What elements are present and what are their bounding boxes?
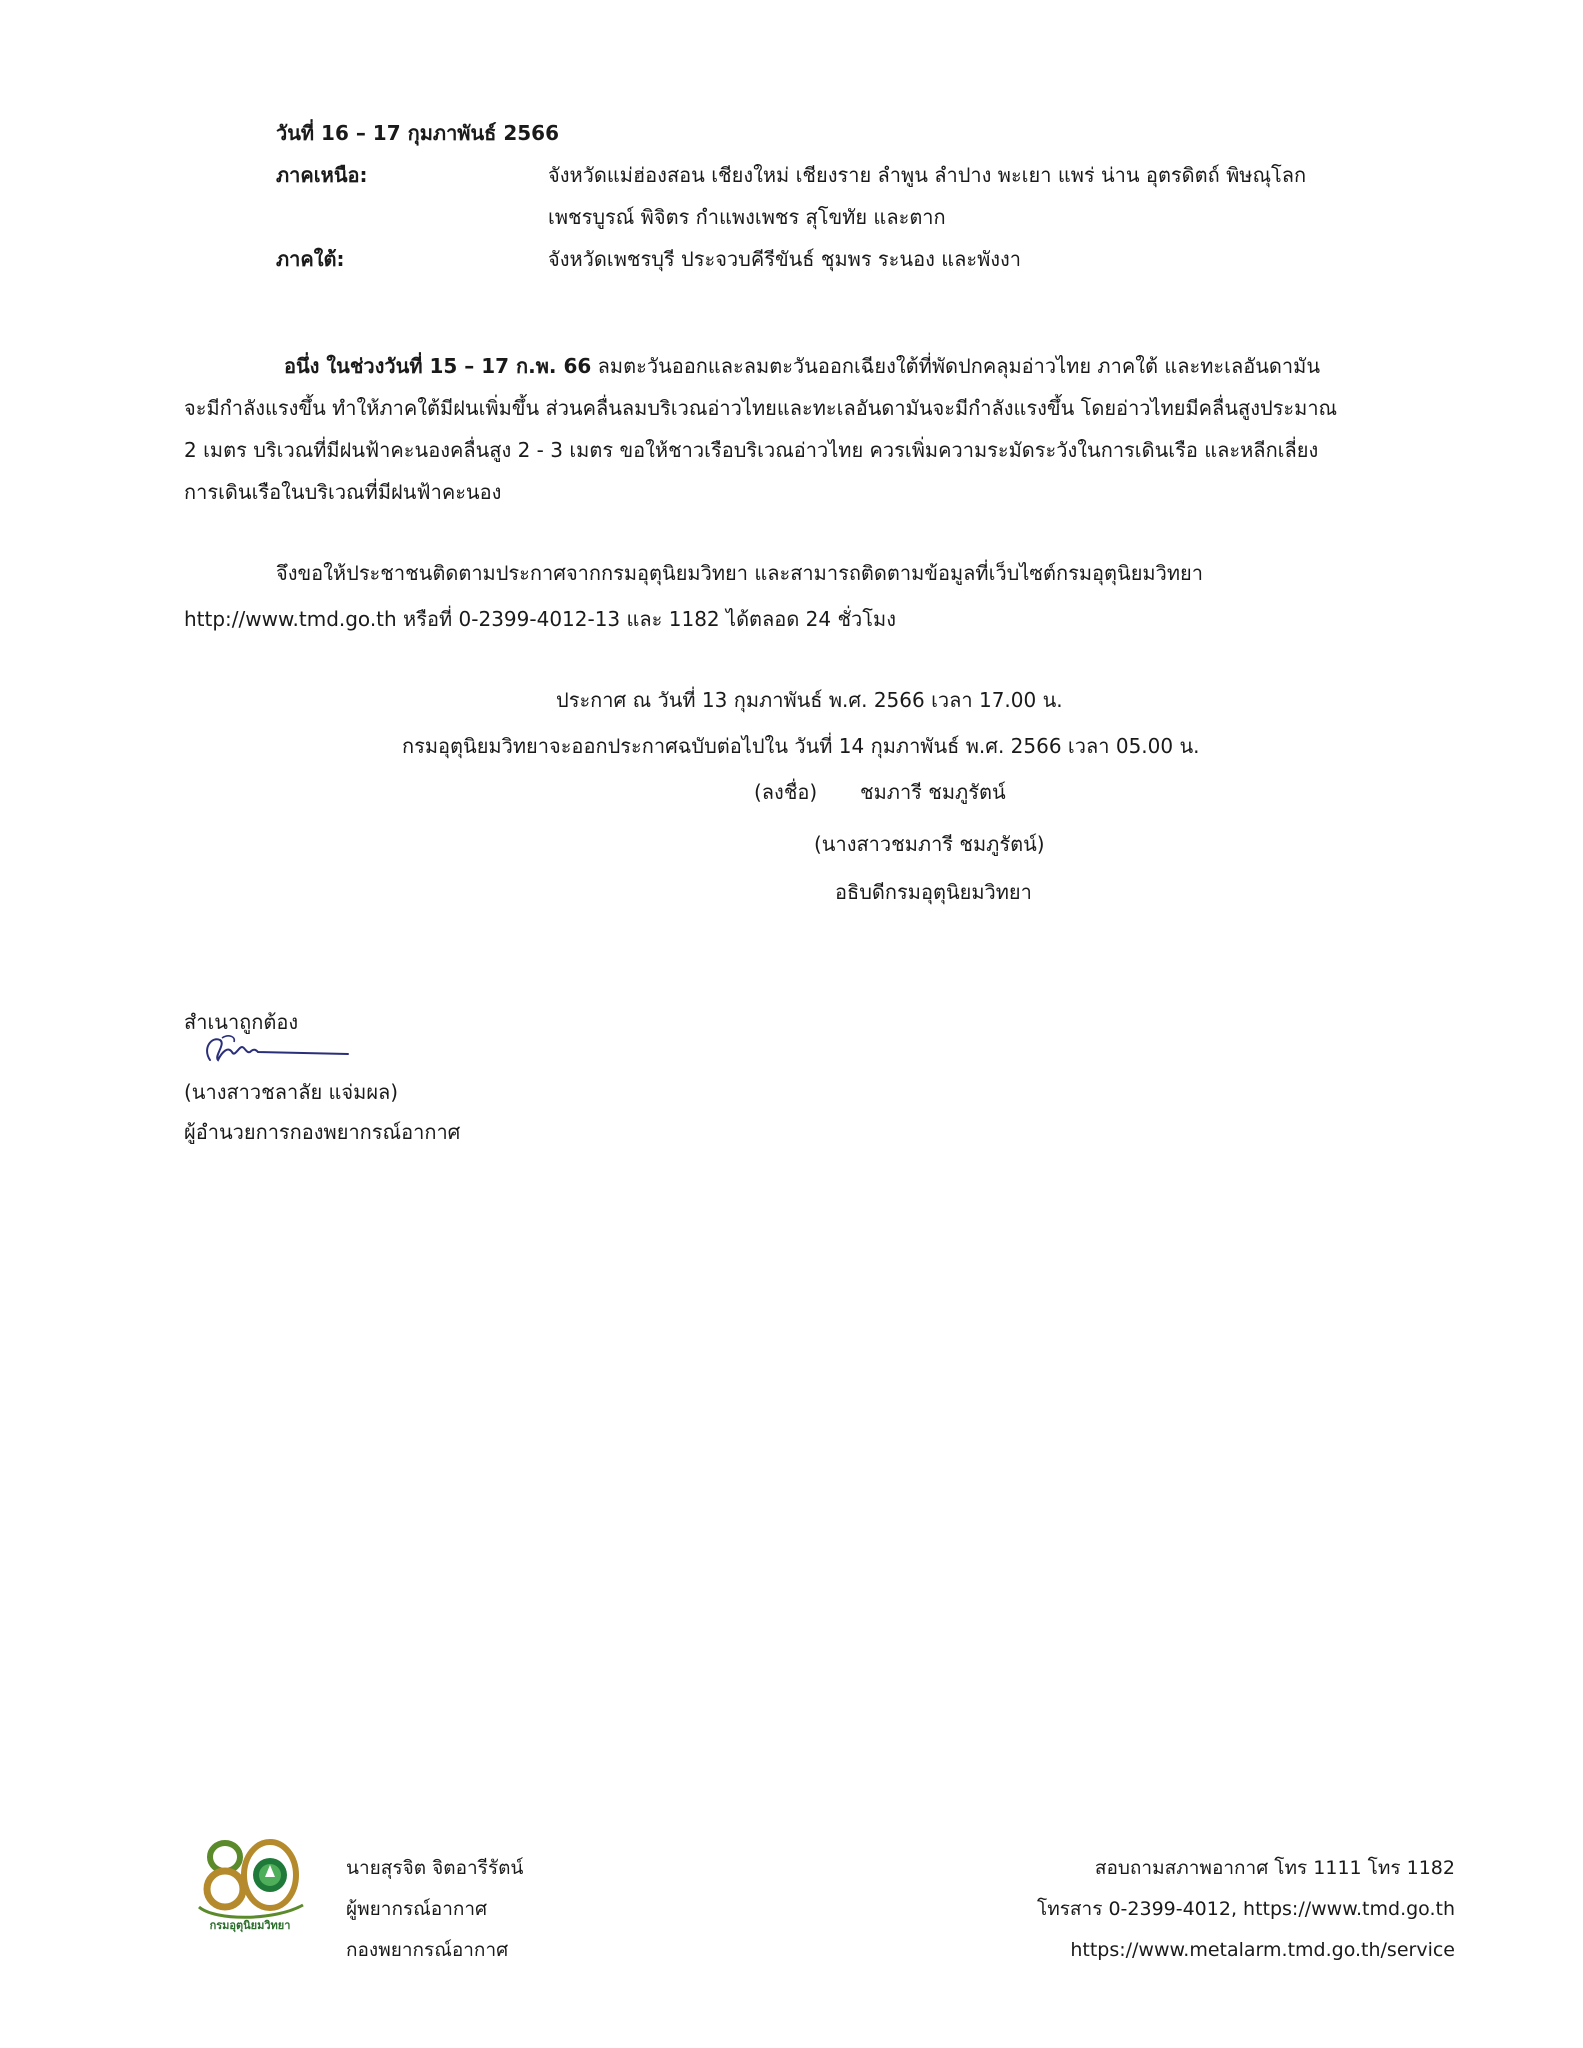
handwritten-signature: [198, 1030, 358, 1070]
paragraph-follow-line2: http://www.tmd.go.th หรือที่ 0-2399-4012-13 และ 1182 ได้ตลอด 24 ชั่วโมง: [184, 607, 896, 631]
paragraph-warning-line4: การเดินเรือในบริเวณที่มีฝนฟ้าคะนอง: [184, 480, 502, 504]
paragraph-warning: [184, 345, 1337, 513]
north-region-label: ภาคเหนือ:: [276, 163, 368, 187]
south-region-label: ภาคใต้:: [276, 247, 345, 271]
forecaster-name: นายสุรจิต จิตอารีรัตน์: [346, 1857, 524, 1879]
north-provinces-line2: เพชรบูรณ์ พิจิตร กำแพงเพชร สุโขทัย และตาก: [548, 205, 946, 229]
north-provinces-line1: จังหวัดแม่ฮ่องสอน เชียงใหม่ เชียงราย ลำพูน ลำปาง พะเยา แพร่ น่าน อุตรดิตถ์ พิษณุโลก: [548, 163, 1307, 187]
date-heading: วันที่ 16 – 17 กุมภาพันธ์ 2566: [276, 121, 559, 145]
paragraph-warning-lead: อนึ่ง ในช่วงวันที่ 15 – 17 ก.พ. 66: [284, 354, 592, 378]
paragraph-follow-line1: จึงขอให้ประชาชนติดตามประกาศจากกรมอุตุนิยมวิทยา และสามารถติดตามข้อมูลที่เว็บไซต์กรมอุตุนิยมวิทยา: [276, 561, 1203, 585]
forecaster-role: ผู้พยากรณ์อากาศ: [346, 1898, 488, 1920]
contact-fax-website[interactable]: โทรสาร 0-2399-4012, https://www.tmd.go.th: [1037, 1898, 1455, 1920]
director-position: อธิบดีกรมอุตุนิยมวิทยา: [835, 880, 1032, 904]
director-full-name: (นางสาวชมภารี ชมภูรัตน์): [814, 832, 1045, 856]
logo-text: กรมอุตุนิยมวิทยา: [209, 1919, 291, 1932]
certified-name: (นางสาวชลาลัย แจ่มผล): [184, 1080, 399, 1104]
announcement-issued: ประกาศ ณ วันที่ 13 กุมภาพันธ์ พ.ศ. 2566 เวลา 17.00 น.: [556, 688, 1063, 712]
paragraph-warning-line1-rest: ลมตะวันออกและลมตะวันออกเฉียงใต้ที่พัดปกคลุมอ่าวไทย ภาคใต้ และทะเลอันดามัน: [591, 354, 1321, 378]
contact-metalarm-link[interactable]: https://www.metalarm.tmd.go.th/service: [1070, 1939, 1455, 1961]
paragraph-warning-line2: จะมีกำลังแรงขึ้น ทำให้ภาคใต้มีฝนเพิ่มขึ้น ส่วนคลื่นลมบริเวณอ่าวไทยและทะเลอันดามันจะมีกำลังแรงขึ้น โดยอ่าวไทยมีคลื่นสูงประมาณ: [184, 396, 1338, 420]
south-provinces-line1: จังหวัดเพชรบุรี ประจวบคีรีขันธ์ ชุมพร ระนอง และพังงา: [548, 247, 1022, 271]
signed-label: (ลงชื่อ): [754, 780, 818, 804]
paragraph-follow: [184, 552, 1203, 640]
paragraph-warning-line1: [184, 345, 1337, 387]
logo-number-0: [244, 1842, 296, 1908]
contact-phone: สอบถามสภาพอากาศ โทร 1111 โทร 1182: [1094, 1857, 1455, 1879]
certified-label: สำเนาถูกต้อง: [184, 1010, 299, 1034]
logo-number-8: [207, 1843, 243, 1907]
paragraph-warning-line3: 2 เมตร บริเวณที่มีฝนฟ้าคะนองคลื่นสูง 2 - 3 เมตร ขอให้ชาวเรือบริเวณอ่าวไทย ควรเพิ่มความระมัดระวังในการเดินเรือ และหลีกเลี่ยง: [184, 438, 1319, 462]
announcement-next: กรมอุตุนิยมวิทยาจะออกประกาศฉบับต่อไปใน วันที่ 14 กุมภาพันธ์ พ.ศ. 2566 เวลา 05.00 น.: [402, 734, 1200, 758]
tmd-80-anniversary-logo: [185, 1835, 315, 1935]
signed-name: ชมภารี ชมภูรัตน์: [860, 780, 1006, 804]
certified-position: ผู้อำนวยการกองพยากรณ์อากาศ: [184, 1120, 461, 1144]
forecaster-division: กองพยากรณ์อากาศ: [346, 1939, 509, 1961]
